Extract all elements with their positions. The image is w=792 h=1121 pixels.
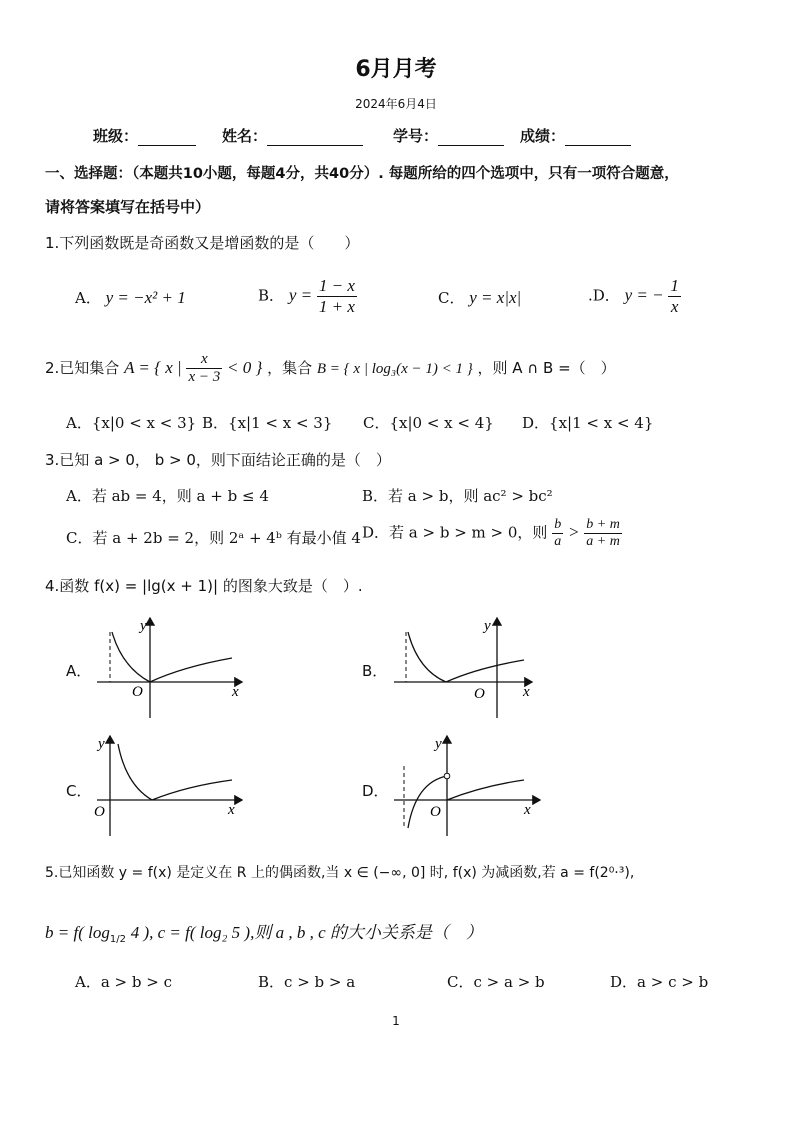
- graph-b-curve-left: [408, 632, 446, 682]
- graph-a-x-label: x: [232, 684, 239, 700]
- question-4-stem: 4.函数 f(x) = |lg(x + 1)| 的图象大致是（ ）.: [45, 577, 363, 595]
- question-5-option-a[interactable]: A．a > b > c: [75, 973, 172, 991]
- graph-c-x-label: x: [228, 802, 235, 818]
- q2-stem-pre: 2.已知集合: [45, 359, 120, 377]
- question-2-option-d[interactable]: D．{x|1 < x < 4}: [522, 414, 654, 432]
- score-label: 成绩：: [520, 127, 566, 145]
- q3-d-gt: >: [567, 522, 580, 542]
- question-5-option-b[interactable]: B．c > b > a: [258, 973, 356, 991]
- question-2-stem: [45, 351, 616, 386]
- graph-c-y-label: y: [98, 736, 105, 752]
- student-id-label: 学号：: [393, 127, 439, 145]
- graph-d-label: D．: [362, 782, 389, 800]
- q3-d-num2: b + m: [586, 517, 620, 532]
- graph-d-open-point: [444, 773, 450, 779]
- question-5-stem-line1: 5.已知函数 y = f(x) 是定义在 R 上的偶函数,当 x ∈ (−∞, 0] 时, f(x) 为减函数,若 a = f(2⁰·³),: [45, 865, 635, 881]
- graph-a[interactable]: [92, 612, 252, 722]
- option-d-lhs: y = −: [624, 285, 664, 305]
- question-3-option-c[interactable]: C．若 a + 2b = 2，则 2ᵃ + 4ᵇ 有最小值 4: [66, 529, 361, 547]
- option-d-fraction: [668, 276, 681, 317]
- class-label: 班级：: [93, 127, 139, 145]
- option-a-label: A．: [75, 289, 101, 307]
- option-b-den: 1 + x: [318, 297, 355, 316]
- question-3-option-b[interactable]: B．若 a > b，则 ac² > bc²: [362, 487, 553, 505]
- student-id-blank[interactable]: [438, 129, 504, 146]
- exam-date: 2024年6月4日: [355, 97, 437, 111]
- graph-d-x-label: x: [524, 802, 531, 818]
- graph-b-y-label: y: [484, 618, 491, 634]
- q3-d-frac1: [552, 517, 563, 550]
- class-blank[interactable]: [138, 129, 196, 146]
- question-1-option-b[interactable]: [258, 276, 357, 317]
- question-5-option-d[interactable]: D．a > c > b: [610, 973, 709, 991]
- graph-b-x-label: x: [523, 684, 530, 700]
- q3-d-den2: a + m: [586, 534, 620, 549]
- graph-c-curve-right: [152, 780, 232, 800]
- score-blank[interactable]: [565, 129, 631, 146]
- graph-a-curve-left: [112, 632, 150, 682]
- option-d-den: x: [670, 297, 679, 316]
- graph-a-label: A．: [66, 662, 92, 680]
- question-2-option-a[interactable]: A．{x|0 < x < 3}: [66, 414, 197, 432]
- graph-d-curve-right: [447, 780, 524, 800]
- graph-b[interactable]: [392, 612, 542, 722]
- q2-set-a-pre: A = { x |: [124, 358, 182, 377]
- graph-c-curve-left: [118, 744, 152, 800]
- graph-d-origin: O: [430, 804, 441, 820]
- q2-stem-post: ，则 A ∩ B =（ ）: [477, 359, 616, 377]
- page-title: 6月月考: [355, 57, 437, 82]
- score-field: [520, 125, 631, 146]
- option-b-fraction: [317, 276, 357, 317]
- graph-c-origin: O: [94, 804, 105, 820]
- q2-set-a-post: < 0 }: [227, 358, 263, 377]
- graph-b-label: B．: [362, 662, 388, 680]
- name-field: [222, 125, 363, 146]
- option-a-expr: y = −x² + 1: [105, 288, 186, 307]
- class-field: [93, 125, 196, 146]
- q3-d-frac2: [584, 517, 622, 550]
- question-1-option-a[interactable]: [75, 287, 186, 308]
- q2-set-a-fraction: [186, 351, 222, 386]
- page-number: 1: [392, 1014, 400, 1028]
- section-heading-line1: 一、选择题：（本题共10小题，每题4分，共40分）. 每题所给的四个选项中，只有一项符合题意，: [45, 166, 679, 182]
- q5-line2-pre: b = f( log: [45, 923, 110, 942]
- graph-a-y-label: y: [140, 618, 147, 634]
- question-2-option-c[interactable]: C．{x|0 < x < 4}: [363, 414, 494, 432]
- option-c-label: C．: [438, 289, 465, 307]
- q3-d-pre: D．若 a > b > m > 0，则: [362, 523, 548, 542]
- question-3-stem: 3.已知 a > 0， b > 0，则下面结论正确的是（ ）: [45, 451, 391, 469]
- student-id-field: [393, 125, 504, 146]
- option-c-expr: y = x|x|: [469, 288, 522, 307]
- question-1-stem: 1.下列函数既是奇函数又是增函数的是（ ）: [45, 234, 360, 252]
- graph-d-y-label: y: [435, 736, 442, 752]
- question-3-option-d[interactable]: [362, 517, 622, 550]
- graph-b-curve-right: [446, 660, 524, 682]
- name-blank[interactable]: [267, 129, 363, 146]
- q5-line2-mid: 4 ), c = f( log₂ 5 ),则 a , b , c 的大小关系是（ ）: [130, 923, 483, 942]
- graph-d-curve-left: [408, 776, 447, 828]
- graph-d[interactable]: [392, 730, 542, 840]
- section-heading-line2: 请将答案填写在括号中）: [45, 198, 211, 216]
- q2-set-a-den: x − 3: [188, 369, 221, 385]
- question-5-option-c[interactable]: C．c > a > b: [447, 973, 545, 991]
- question-1-option-c[interactable]: [438, 287, 521, 308]
- graph-a-origin: O: [132, 684, 143, 700]
- q2-set-b: B = { x | log₃(x − 1) < 1 }: [316, 361, 473, 377]
- graph-c[interactable]: [92, 730, 252, 840]
- option-d-label: .D．: [588, 286, 620, 305]
- question-3-option-a[interactable]: A．若 ab = 4，则 a + b ≤ 4: [66, 487, 269, 505]
- q2-stem-mid: ，集合: [267, 359, 313, 377]
- option-b-lhs: y =: [288, 285, 313, 305]
- graph-c-label: C．: [66, 782, 92, 800]
- option-b-num: 1 − x: [318, 276, 355, 295]
- option-d-num: 1: [670, 276, 679, 295]
- option-b-label: B．: [258, 286, 285, 305]
- q3-d-den1: a: [554, 534, 562, 549]
- graph-b-origin: O: [474, 686, 485, 702]
- graph-a-curve-right: [150, 658, 232, 682]
- q3-d-num1: b: [554, 517, 562, 532]
- question-5-stem-line2: [45, 918, 483, 945]
- question-1-option-d[interactable]: [588, 276, 681, 317]
- q2-set-a-num: x: [186, 351, 222, 369]
- question-2-option-b[interactable]: B．{x|1 < x < 3}: [202, 414, 333, 432]
- name-label: 姓名：: [222, 127, 268, 145]
- q5-log-base: 1/2: [109, 934, 126, 945]
